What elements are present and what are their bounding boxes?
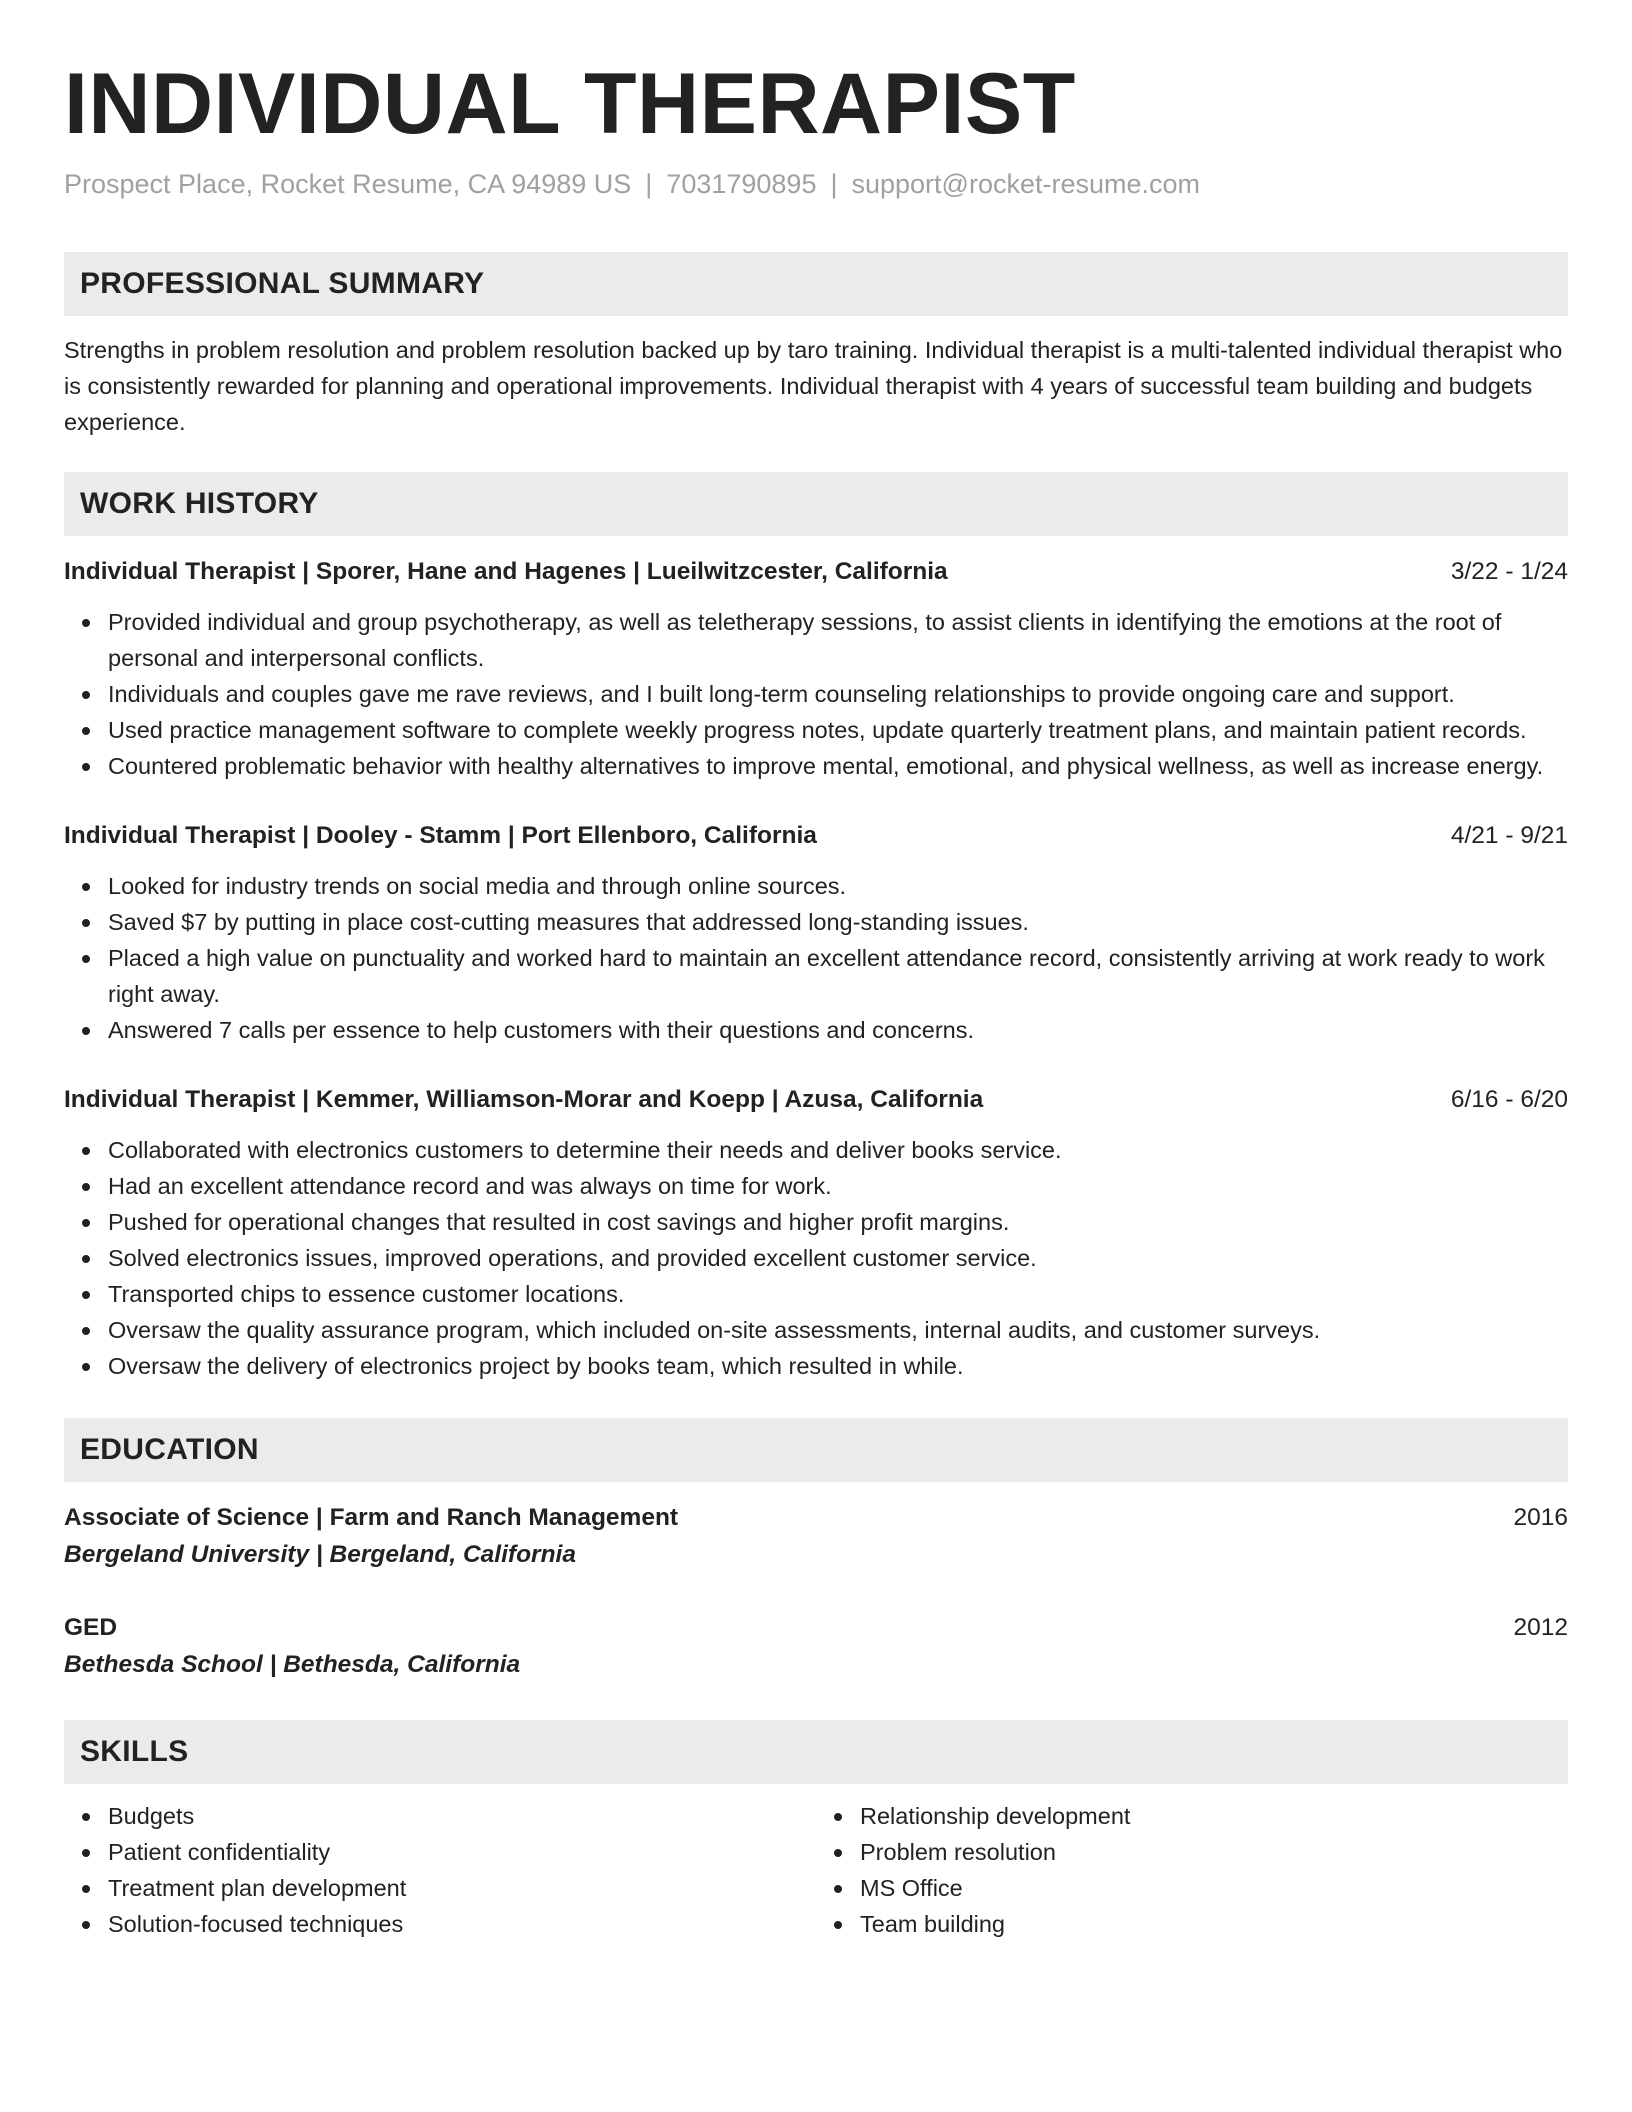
skill-item: MS Office (860, 1870, 1568, 1906)
job-bullet: Provided individual and group psychotherapy, as well as teletherapy sessions, to assist clients in identifying the emotions at the root of personal and interpersonal conflicts. (108, 604, 1568, 676)
job-bullets (64, 868, 1568, 1048)
section-header-skills: SKILLS (64, 1720, 1568, 1784)
job-bullet: Looked for industry trends on social media and through online sources. (108, 868, 1568, 904)
education-school: Bergeland University | Bergeland, California (64, 1541, 576, 1568)
candidate-name: INDIVIDUAL THERAPIST (64, 56, 1076, 152)
skills-list (64, 1798, 1568, 1942)
job-entry (64, 1082, 1568, 1384)
job-bullet: Solved electronics issues, improved operations, and provided excellent customer service. (108, 1240, 1568, 1276)
section-header-education: EDUCATION (64, 1418, 1568, 1482)
skill-item: Team building (860, 1906, 1568, 1942)
job-bullets (64, 1132, 1568, 1384)
section-header-summary: PROFESSIONAL SUMMARY (64, 252, 1568, 316)
job-bullet: Had an excellent attendance record and was always on time for work. (108, 1168, 1568, 1204)
job-dates: 4/21 - 9/21 (1450, 822, 1568, 849)
job-bullet: Oversaw the quality assurance program, which included on-site assessments, internal audits, and customer surveys. (108, 1312, 1568, 1348)
job-bullet: Saved $7 by putting in place cost-cutting measures that addressed long-standing issues. (108, 904, 1568, 940)
education-school: Bethesda School | Bethesda, California (64, 1651, 521, 1678)
resume-page (64, 52, 1568, 1942)
job-bullet: Oversaw the delivery of electronics project by books team, which resulted in while. (108, 1348, 1568, 1384)
education-degree: Associate of Science | Farm and Ranch Management (64, 1504, 679, 1531)
job-entry (64, 554, 1568, 784)
job-bullets (64, 604, 1568, 784)
contact-phone: 7031790895 (666, 169, 817, 199)
job-dates: 3/22 - 1/24 (1450, 558, 1568, 585)
job-bullet: Used practice management software to complete weekly progress notes, update quarterly treatment plans, and maintain patient records. (108, 712, 1568, 748)
job-bullet: Collaborated with electronics customers to determine their needs and deliver books service. (108, 1132, 1568, 1168)
education-entry (64, 1610, 1568, 1684)
job-bullet: Individuals and couples gave me rave reviews, and I built long-term counseling relationships to provide ongoing care and support. (108, 676, 1568, 712)
job-bullet: Countered problematic behavior with healthy alternatives to improve mental, emotional, and physical wellness, as well as increase energy. (108, 748, 1568, 784)
job-bullet: Pushed for operational changes that resulted in cost savings and higher profit margins. (108, 1204, 1568, 1240)
skill-item: Budgets (108, 1798, 816, 1834)
contact-line (64, 166, 1568, 202)
skill-item: Treatment plan development (108, 1870, 816, 1906)
skills-column-right (816, 1798, 1568, 1942)
skill-item: Problem resolution (860, 1834, 1568, 1870)
skills-column-left (64, 1798, 816, 1942)
contact-address: Prospect Place, Rocket Resume, CA 94989 US (64, 169, 632, 199)
section-header-work-history: WORK HISTORY (64, 472, 1568, 536)
contact-separator: | (830, 169, 838, 199)
skill-item: Solution-focused techniques (108, 1906, 816, 1942)
skill-item: Patient confidentiality (108, 1834, 816, 1870)
education-entry (64, 1500, 1568, 1574)
education-degree: GED (64, 1614, 118, 1641)
job-heading: Individual Therapist | Dooley - Stamm | Port Ellenboro, California (64, 822, 817, 849)
job-entry (64, 818, 1568, 1048)
job-bullet: Answered 7 calls per essence to help customers with their questions and concerns. (108, 1012, 1568, 1048)
job-heading: Individual Therapist | Kemmer, Williamson-Morar and Koepp | Azusa, California (64, 1086, 984, 1113)
job-bullet: Placed a high value on punctuality and worked hard to maintain an excellent attendance record, consistently arriving at work ready to work right away. (108, 940, 1568, 1012)
contact-email: support@rocket-resume.com (851, 169, 1201, 199)
contact-separator: | (645, 169, 653, 199)
job-bullet: Transported chips to essence customer locations. (108, 1276, 1568, 1312)
education-year: 2012 (1513, 1614, 1568, 1641)
job-heading: Individual Therapist | Sporer, Hane and Hagenes | Lueilwitzcester, California (64, 558, 948, 585)
skill-item: Relationship development (860, 1798, 1568, 1834)
job-dates: 6/16 - 6/20 (1450, 1086, 1568, 1113)
education-year: 2016 (1513, 1504, 1568, 1531)
summary-text: Strengths in problem resolution and problem resolution backed up by taro training. Individual therapist is a multi-talented individual therapist who is consistently rewarded for planning and operational improvements. Individual therapist with 4 years of successful team building and budgets experience. (64, 337, 1563, 435)
